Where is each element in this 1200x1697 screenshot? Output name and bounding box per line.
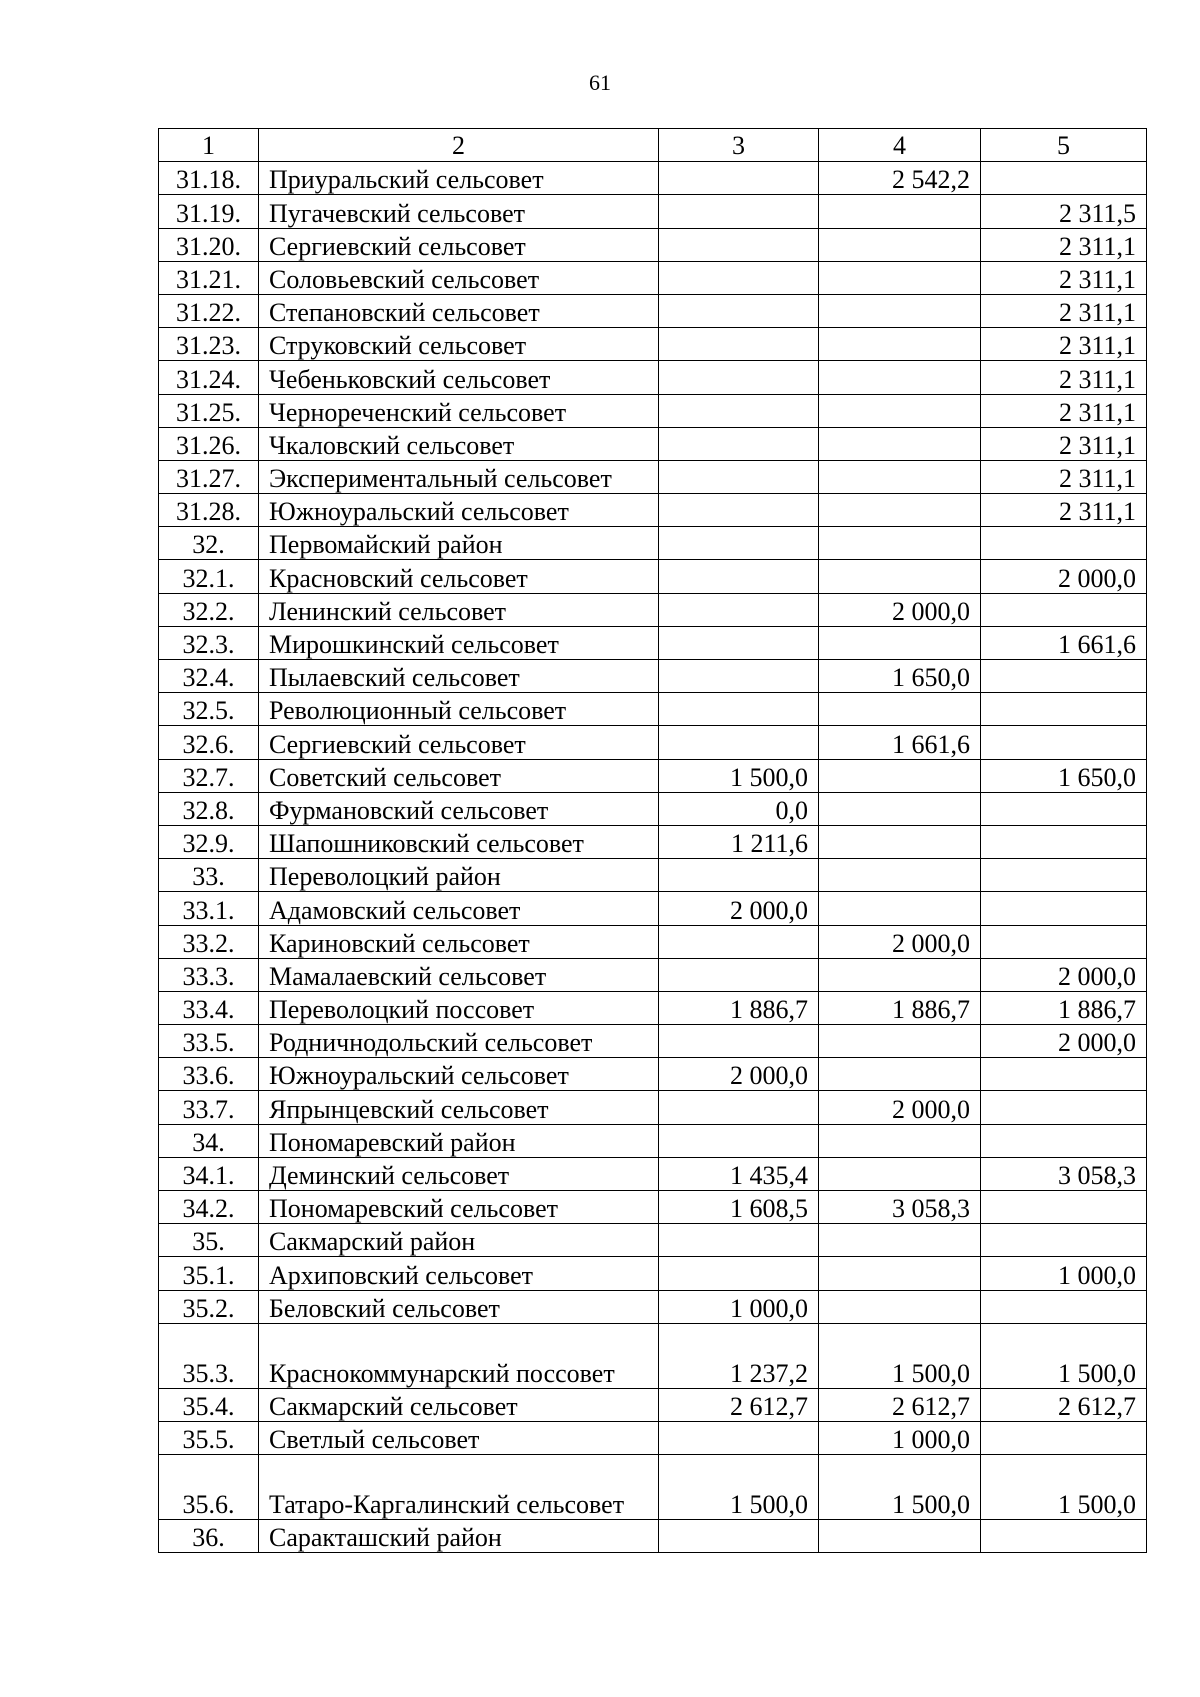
value-cell-col3: [659, 294, 819, 327]
value-cell-col3: [659, 1520, 819, 1553]
row-number-cell: 32.5.: [159, 693, 259, 726]
value-cell-col4: [819, 1124, 981, 1157]
row-number-cell: 31.22.: [159, 294, 259, 327]
value-cell-col4: [819, 1058, 981, 1091]
row-number-cell: 33.: [159, 859, 259, 892]
value-cell-col3: [659, 660, 819, 693]
table-row: [159, 759, 1147, 792]
municipality-name-cell: Беловский сельсовет: [259, 1290, 659, 1323]
row-number-cell: 31.24.: [159, 361, 259, 394]
table-row: [159, 1157, 1147, 1190]
value-cell-col5: 2 311,1: [981, 328, 1147, 361]
table-row: [159, 560, 1147, 593]
table-row: [159, 1025, 1147, 1058]
row-number-cell: 35.5.: [159, 1421, 259, 1454]
municipality-name-cell: Мирошкинский сельсовет: [259, 626, 659, 659]
value-cell-col5: [981, 162, 1147, 195]
table-row: [159, 328, 1147, 361]
table-row: [159, 361, 1147, 394]
municipality-name-cell: Чернореченский сельсовет: [259, 394, 659, 427]
row-number-cell: 35.2.: [159, 1290, 259, 1323]
value-cell-col4: 2 612,7: [819, 1388, 981, 1421]
value-cell-col5: [981, 1290, 1147, 1323]
value-cell-col4: [819, 560, 981, 593]
row-number-cell: 35.6.: [159, 1455, 259, 1520]
value-cell-col4: [819, 261, 981, 294]
row-number-cell: 33.2.: [159, 925, 259, 958]
value-cell-col5: 1 000,0: [981, 1257, 1147, 1290]
municipality-name-cell: Пылаевский сельсовет: [259, 660, 659, 693]
value-cell-col3: [659, 1224, 819, 1257]
row-number-cell: 31.21.: [159, 261, 259, 294]
value-cell-col3: 1 237,2: [659, 1323, 819, 1388]
table-row: [159, 228, 1147, 261]
value-cell-col3: 1 608,5: [659, 1191, 819, 1224]
table-row: [159, 294, 1147, 327]
value-cell-col5: 3 058,3: [981, 1157, 1147, 1190]
municipality-name-cell: Экспериментальный сельсовет: [259, 460, 659, 493]
municipality-name-cell: Советский сельсовет: [259, 759, 659, 792]
row-number-cell: 32.: [159, 527, 259, 560]
value-cell-col4: 3 058,3: [819, 1191, 981, 1224]
table-row: [159, 1388, 1147, 1421]
value-cell-col5: 1 650,0: [981, 759, 1147, 792]
table-row: [159, 991, 1147, 1024]
value-cell-col3: [659, 693, 819, 726]
municipality-name-cell: Архиповский сельсовет: [259, 1257, 659, 1290]
subsidy-table: [158, 128, 1147, 1553]
row-number-cell: 35.3.: [159, 1323, 259, 1388]
row-number-cell: 34.1.: [159, 1157, 259, 1190]
value-cell-col5: 1 886,7: [981, 991, 1147, 1024]
value-cell-col5: [981, 792, 1147, 825]
row-number-cell: 32.9.: [159, 825, 259, 858]
value-cell-col3: [659, 328, 819, 361]
value-cell-col4: [819, 294, 981, 327]
value-cell-col3: [659, 361, 819, 394]
row-number-cell: 31.18.: [159, 162, 259, 195]
municipality-name-cell: Красновский сельсовет: [259, 560, 659, 593]
municipality-name-cell: Соловьевский сельсовет: [259, 261, 659, 294]
value-cell-col4: [819, 228, 981, 261]
value-cell-col5: [981, 693, 1147, 726]
table-row: [159, 1058, 1147, 1091]
value-cell-col5: [981, 1421, 1147, 1454]
table-header-row: [159, 129, 1147, 162]
column-header-5: 5: [981, 129, 1147, 162]
value-cell-col4: 1 886,7: [819, 991, 981, 1024]
value-cell-col4: [819, 1257, 981, 1290]
value-cell-col5: 2 311,1: [981, 228, 1147, 261]
table-row: [159, 693, 1147, 726]
value-cell-col4: [819, 195, 981, 228]
value-cell-col3: 2 000,0: [659, 1058, 819, 1091]
value-cell-col3: [659, 460, 819, 493]
value-cell-col4: 1 661,6: [819, 726, 981, 759]
value-cell-col4: 1 500,0: [819, 1455, 981, 1520]
municipality-name-cell: Саракташский район: [259, 1520, 659, 1553]
value-cell-col5: [981, 1520, 1147, 1553]
value-cell-col5: 1 500,0: [981, 1455, 1147, 1520]
value-cell-col4: [819, 328, 981, 361]
value-cell-col4: [819, 527, 981, 560]
table-row: [159, 1191, 1147, 1224]
value-cell-col5: 2 000,0: [981, 560, 1147, 593]
municipality-name-cell: Деминский сельсовет: [259, 1157, 659, 1190]
municipality-name-cell: Краснокоммунарский поссовет: [259, 1323, 659, 1388]
table-row: [159, 825, 1147, 858]
municipality-name-cell: Чебеньковский сельсовет: [259, 361, 659, 394]
table-row: [159, 261, 1147, 294]
value-cell-col3: 1 435,4: [659, 1157, 819, 1190]
value-cell-col3: 0,0: [659, 792, 819, 825]
municipality-name-cell: Япрынцевский сельсовет: [259, 1091, 659, 1124]
row-number-cell: 31.27.: [159, 460, 259, 493]
value-cell-col3: [659, 162, 819, 195]
municipality-name-cell: Фурмановский сельсовет: [259, 792, 659, 825]
value-cell-col4: [819, 1224, 981, 1257]
value-cell-col5: [981, 726, 1147, 759]
value-cell-col3: [659, 1025, 819, 1058]
value-cell-col4: [819, 1520, 981, 1553]
row-number-cell: 33.6.: [159, 1058, 259, 1091]
value-cell-col5: [981, 825, 1147, 858]
value-cell-col5: 1 500,0: [981, 1323, 1147, 1388]
value-cell-col3: [659, 1091, 819, 1124]
value-cell-col3: 1 211,6: [659, 825, 819, 858]
value-cell-col3: 1 886,7: [659, 991, 819, 1024]
municipality-name-cell: Пономаревский район: [259, 1124, 659, 1157]
row-number-cell: 31.25.: [159, 394, 259, 427]
value-cell-col5: 2 311,1: [981, 460, 1147, 493]
value-cell-col5: [981, 1058, 1147, 1091]
value-cell-col4: 1 650,0: [819, 660, 981, 693]
row-number-cell: 35.1.: [159, 1257, 259, 1290]
value-cell-col3: 1 500,0: [659, 1455, 819, 1520]
municipality-name-cell: Южноуральский сельсовет: [259, 494, 659, 527]
value-cell-col5: [981, 1124, 1147, 1157]
value-cell-col5: 2 311,1: [981, 427, 1147, 460]
column-header-2: 2: [259, 129, 659, 162]
value-cell-col5: 2 311,1: [981, 294, 1147, 327]
value-cell-col3: 2 000,0: [659, 892, 819, 925]
row-number-cell: 35.: [159, 1224, 259, 1257]
value-cell-col5: [981, 660, 1147, 693]
table-row: [159, 626, 1147, 659]
row-number-cell: 31.23.: [159, 328, 259, 361]
page-number: 61: [589, 70, 611, 95]
table-row: [159, 958, 1147, 991]
row-number-cell: 33.5.: [159, 1025, 259, 1058]
value-cell-col4: [819, 1025, 981, 1058]
municipality-name-cell: Сакмарский сельсовет: [259, 1388, 659, 1421]
value-cell-col5: [981, 925, 1147, 958]
table-row: [159, 460, 1147, 493]
municipality-name-cell: Родничнодольский сельсовет: [259, 1025, 659, 1058]
row-number-cell: 32.3.: [159, 626, 259, 659]
table-row: [159, 792, 1147, 825]
municipality-name-cell: Сергиевский сельсовет: [259, 726, 659, 759]
value-cell-col5: 2 000,0: [981, 958, 1147, 991]
value-cell-col5: 2 000,0: [981, 1025, 1147, 1058]
municipality-name-cell: Сакмарский район: [259, 1224, 659, 1257]
value-cell-col3: [659, 726, 819, 759]
value-cell-col3: [659, 195, 819, 228]
value-cell-col4: [819, 958, 981, 991]
table-row: [159, 1124, 1147, 1157]
municipality-name-cell: Переволоцкий район: [259, 859, 659, 892]
table-row: [159, 892, 1147, 925]
municipality-name-cell: Адамовский сельсовет: [259, 892, 659, 925]
value-cell-col4: [819, 361, 981, 394]
table-body: [159, 129, 1147, 1553]
table-row: [159, 1257, 1147, 1290]
value-cell-col3: [659, 394, 819, 427]
value-cell-col4: [819, 693, 981, 726]
table-row: [159, 1520, 1147, 1553]
municipality-name-cell: Мамалаевский сельсовет: [259, 958, 659, 991]
table-row: [159, 195, 1147, 228]
table-row: [159, 1323, 1147, 1388]
municipality-name-cell: Татаро-Каргалинский сельсовет: [259, 1455, 659, 1520]
value-cell-col4: 1 000,0: [819, 1421, 981, 1454]
value-cell-col3: 1 500,0: [659, 759, 819, 792]
table-row: [159, 1290, 1147, 1323]
value-cell-col3: [659, 427, 819, 460]
municipality-name-cell: Степановский сельсовет: [259, 294, 659, 327]
municipality-name-cell: Переволоцкий поссовет: [259, 991, 659, 1024]
value-cell-col5: 2 311,5: [981, 195, 1147, 228]
row-number-cell: 32.1.: [159, 560, 259, 593]
row-number-cell: 31.28.: [159, 494, 259, 527]
value-cell-col5: 2 311,1: [981, 394, 1147, 427]
row-number-cell: 34.: [159, 1124, 259, 1157]
row-number-cell: 31.20.: [159, 228, 259, 261]
value-cell-col4: [819, 1290, 981, 1323]
table-row: [159, 593, 1147, 626]
municipality-name-cell: Сергиевский сельсовет: [259, 228, 659, 261]
value-cell-col5: [981, 1091, 1147, 1124]
municipality-name-cell: Южноуральский сельсовет: [259, 1058, 659, 1091]
value-cell-col4: [819, 460, 981, 493]
value-cell-col4: 2 000,0: [819, 925, 981, 958]
value-cell-col5: 1 661,6: [981, 626, 1147, 659]
table-row: [159, 1455, 1147, 1520]
row-number-cell: 36.: [159, 1520, 259, 1553]
municipality-name-cell: Приуральский сельсовет: [259, 162, 659, 195]
value-cell-col4: 2 542,2: [819, 162, 981, 195]
value-cell-col4: [819, 427, 981, 460]
row-number-cell: 31.26.: [159, 427, 259, 460]
row-number-cell: 33.4.: [159, 991, 259, 1024]
value-cell-col5: [981, 527, 1147, 560]
value-cell-col4: [819, 792, 981, 825]
value-cell-col5: 2 311,1: [981, 361, 1147, 394]
value-cell-col3: [659, 494, 819, 527]
value-cell-col3: [659, 560, 819, 593]
table-row: [159, 162, 1147, 195]
municipality-name-cell: Ленинский сельсовет: [259, 593, 659, 626]
row-number-cell: 32.8.: [159, 792, 259, 825]
value-cell-col3: [659, 925, 819, 958]
table-row: [159, 494, 1147, 527]
value-cell-col3: [659, 261, 819, 294]
value-cell-col4: [819, 759, 981, 792]
value-cell-col4: 1 500,0: [819, 1323, 981, 1388]
value-cell-col5: [981, 892, 1147, 925]
value-cell-col3: [659, 1124, 819, 1157]
value-cell-col3: [659, 1421, 819, 1454]
value-cell-col4: [819, 394, 981, 427]
row-number-cell: 33.3.: [159, 958, 259, 991]
value-cell-col3: [659, 527, 819, 560]
table-row: [159, 1091, 1147, 1124]
municipality-name-cell: Шапошниковский сельсовет: [259, 825, 659, 858]
table-row: [159, 925, 1147, 958]
value-cell-col3: [659, 228, 819, 261]
value-cell-col3: [659, 859, 819, 892]
value-cell-col5: [981, 593, 1147, 626]
row-number-cell: 34.2.: [159, 1191, 259, 1224]
value-cell-col5: 2 311,1: [981, 261, 1147, 294]
value-cell-col5: [981, 1224, 1147, 1257]
value-cell-col3: [659, 1257, 819, 1290]
table-row: [159, 859, 1147, 892]
row-number-cell: 31.19.: [159, 195, 259, 228]
value-cell-col4: [819, 626, 981, 659]
value-cell-col4: [819, 494, 981, 527]
municipality-name-cell: Кариновский сельсовет: [259, 925, 659, 958]
municipality-name-cell: Пономаревский сельсовет: [259, 1191, 659, 1224]
value-cell-col3: [659, 958, 819, 991]
value-cell-col3: 2 612,7: [659, 1388, 819, 1421]
municipality-name-cell: Первомайский район: [259, 527, 659, 560]
row-number-cell: 32.6.: [159, 726, 259, 759]
municipality-name-cell: Революционный сельсовет: [259, 693, 659, 726]
value-cell-col5: 2 612,7: [981, 1388, 1147, 1421]
value-cell-col5: [981, 1191, 1147, 1224]
row-number-cell: 32.2.: [159, 593, 259, 626]
value-cell-col3: [659, 626, 819, 659]
table-row: [159, 394, 1147, 427]
column-header-4: 4: [819, 129, 981, 162]
table-row: [159, 660, 1147, 693]
row-number-cell: 33.1.: [159, 892, 259, 925]
row-number-cell: 35.4.: [159, 1388, 259, 1421]
value-cell-col4: 2 000,0: [819, 1091, 981, 1124]
municipality-name-cell: Струковский сельсовет: [259, 328, 659, 361]
value-cell-col5: [981, 859, 1147, 892]
table-row: [159, 427, 1147, 460]
value-cell-col4: [819, 859, 981, 892]
value-cell-col4: [819, 1157, 981, 1190]
table-row: [159, 1224, 1147, 1257]
column-header-1: 1: [159, 129, 259, 162]
value-cell-col3: 1 000,0: [659, 1290, 819, 1323]
table-row: [159, 726, 1147, 759]
municipality-name-cell: Пугачевский сельсовет: [259, 195, 659, 228]
table-row: [159, 1421, 1147, 1454]
value-cell-col3: [659, 593, 819, 626]
row-number-cell: 32.4.: [159, 660, 259, 693]
value-cell-col4: [819, 825, 981, 858]
value-cell-col5: 2 311,1: [981, 494, 1147, 527]
row-number-cell: 32.7.: [159, 759, 259, 792]
municipality-name-cell: Чкаловский сельсовет: [259, 427, 659, 460]
value-cell-col4: [819, 892, 981, 925]
column-header-3: 3: [659, 129, 819, 162]
row-number-cell: 33.7.: [159, 1091, 259, 1124]
value-cell-col4: 2 000,0: [819, 593, 981, 626]
municipality-name-cell: Светлый сельсовет: [259, 1421, 659, 1454]
table-row: [159, 527, 1147, 560]
